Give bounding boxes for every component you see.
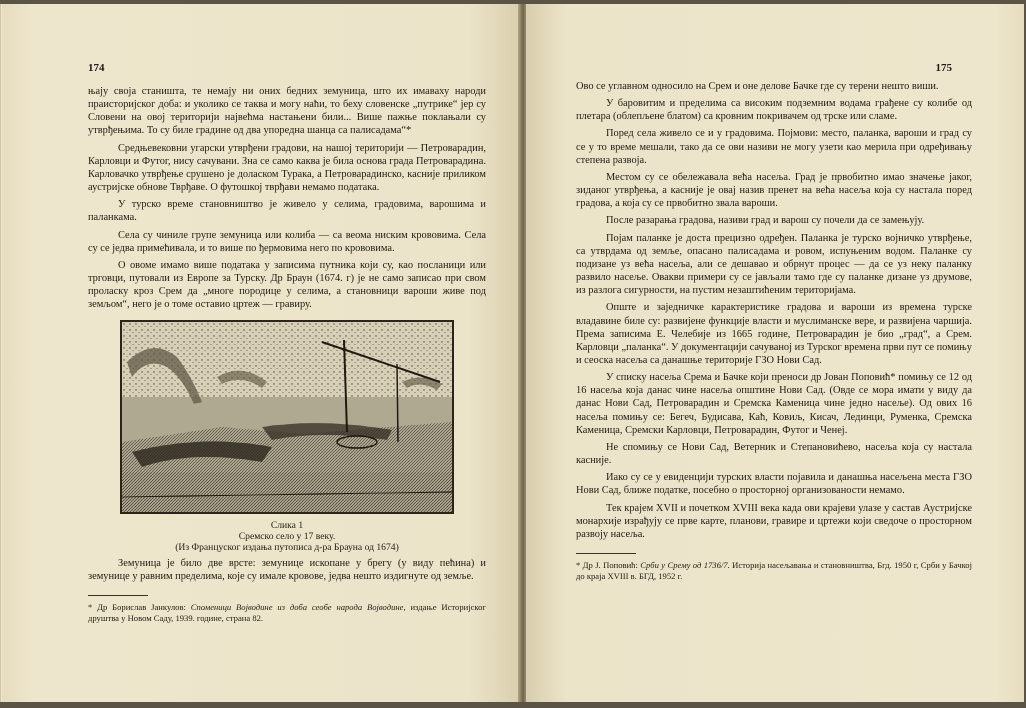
page-number-left: 174 [88, 62, 105, 74]
figure-title: Слика 1 [270, 519, 304, 531]
paragraph: Села су чиниле групе земуница или колиба — са веома ниским крововима. Села су се једва примећивала, и то више по ђермовима него по крововима. [88, 229, 486, 254]
footnote-right [576, 560, 972, 582]
footnote-rest: издање Историјског друштва у Новом Саду, 1939. године, страна 82. [88, 601, 486, 623]
paragraph: Поред села живело се и у градовима. Појмови: место, паланка, вароши и град су се у то време мешали, тако да се ови називи не могу узети као мерила при одређивању степена развоја. [576, 128, 972, 166]
paragraph: Земуница је било две врсте: земунице ископане у брегу (у виду пећина) и земунице у равним пределима, које су имале кровове, једва нешто издигнуте од земље. [88, 557, 486, 582]
footnote-author: Борислав Јанкулов: [112, 601, 186, 612]
paragraph: О овоме имамо више података у записима путника који су, као посланици или трговци, путовали из Европе за Турску. Др Браун (1674. г) је не само записао при свом проласку кроз Срем да „многе породице у селима, а становници вароши живе под земљом“, него је о томе оставио цртеж — гравиру. [88, 259, 486, 311]
paragraph: Иако су се у евиденцији турских власти појавила и данашња насељена места ГЗО Нови Сад, ближе податке, посебно о просторној организованости немамо. [576, 472, 972, 497]
left-page-text [88, 85, 486, 312]
village-engraving-image [120, 320, 454, 514]
paragraph: Местом су се обележавала већа насеља. Град је првобитно имао значење јаког, зиданог утврђења, а касније је овај назив пренет на већа насеља која су настала поред градова, а која су се првобитно звала вароши. [576, 171, 972, 210]
footnote-rule [576, 553, 636, 554]
right-page-text [576, 80, 972, 541]
page-number-right: 175 [935, 62, 952, 74]
paragraph: Не спомињу се Нови Сад, Ветерник и Степановићево, насеља која су настала касније. [576, 441, 972, 467]
footnote-rest: Историја насељавања и становништва, Бгд. 1950 г, Срби у Бачкој до краја XVIII в. БГД, 1952 г. [576, 560, 972, 581]
figure-engraving [88, 320, 486, 553]
left-page-text-after-figure [88, 557, 486, 583]
footnote-left [88, 602, 486, 624]
paragraph: Опште и заједничке карактеристике градова и вароши из времена турске владавине биле су: развијене функције власти и муслиманске вере, и развијена чаршија. Према записима Е. Челебије из 1665 године, Петроварадин је био „град“, а Срем. Карловци „паланка“. У документацији сачуваној из Турског времена први пут се помињу и сеоска насеља са данашње територије ГЗО Нови Сад. [576, 302, 972, 366]
paragraph: У турско време становништво је живело у селима, градовима, варошима и паланкама. [88, 199, 486, 224]
left-page [2, 4, 520, 702]
figure-caption [88, 520, 486, 553]
footnote-title: Срби у Срему од 1736/7. [640, 560, 730, 570]
footnote-title: Споменици Војводине из доба сеобе народа Војводине, [190, 601, 406, 612]
figure-caption-line: Сремско село у 17 веку. [238, 530, 336, 542]
paragraph: Средњевековни угарски утврђени градови, на нашој територији — Петроварадин, Карловци и Футог, нису сачувани. Зна се само каква је била основа града Петроварадина. Карловачко утврђење срушено је доласком Турака, а Петроварадинско, касније приликом аустријске обнове Тврђаве. О футошкој тврђави немамо података. [88, 142, 486, 194]
paragraph: њају своја станишта, те немају ни оних бедних земуница, што их имаваху народи праисторијског доба: и уколико се таква и могу наћи, то беху словенске „путрике“ јер су Словени на овој територији највећма настањени били... Више пажње поклањали су утврђењима. То су биле градине од два упоредна шанца са палисадама“* [88, 86, 486, 137]
figure-caption-source: (Из Француског издања путописа д-ра Брауна од 1674) [175, 541, 399, 553]
paragraph: Тек крајем XVII и почетком XVIII века када ови крајеви улазе у састав Аустријске монархије израђују се прве карте, планови, гравире и цртежи који сведоче о просторном развоју насеља. [576, 502, 972, 540]
paragraph: После разарања градова, називи град и варош су почели да се замењују. [606, 215, 925, 227]
footnote-author: Поповић: [603, 560, 638, 570]
footnote-marker: * Др Ј. [576, 560, 601, 570]
paragraph: Ово се углавном односило на Срем и оне делове Бачке где су терени нешто виши. [576, 81, 939, 92]
paragraph: У баровитим и пределима са високим подземним водама грађене су колибе од плетара (облепљене блатом) са кровним покривачем од трске или сламе. [576, 98, 972, 123]
footnote-marker: * Др [88, 601, 108, 612]
footnote-rule [88, 595, 148, 596]
paragraph: Појам паланке је доста прецизно одређен. Паланка је турско војничко утврђење, са утврдама од земље, опасано палисадама и ровом, испуњеним водом. Паланке су подизане уз већа насеља, али се дешавао и обрнут процес — да се уз неку паланку развило насеље. Овакви примери су се јављали тамо где су паланке дизане уз друмове, из разлога сигурности, на пустим незаштићеним територијама. [576, 232, 972, 297]
right-page [526, 4, 1024, 702]
paragraph: У списку насеља Срема и Бачке који преноси др Јован Поповић* помињу се 12 од 16 насеља која данас чине насеља општине Нови Сад. (Овде се мора имати у виду да данас Нови Сад, Петроварадин и Сремска Каменица чине једно насеље). Од ових 16 насеља помињу се: Бегеч, Будисава, Каћ, Ковиљ, Кисач, Лединци, Руменка, Сремска Каменица, Сремски Карловци, Петроварадин, Футог и Ченеј. [576, 372, 972, 436]
